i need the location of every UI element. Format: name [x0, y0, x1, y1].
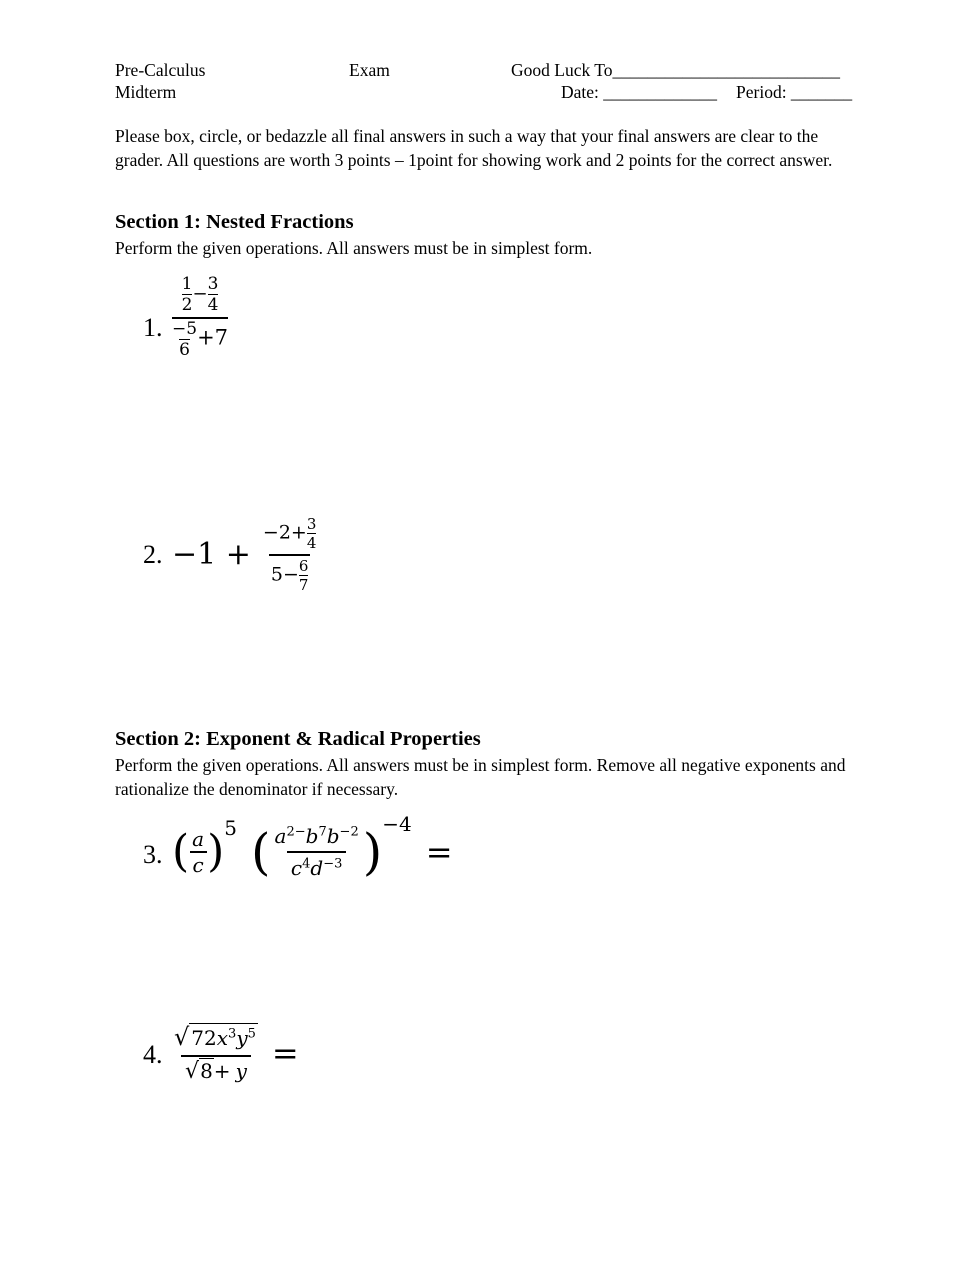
q4-fraction	[172, 1023, 260, 1084]
question-1-expression	[172, 274, 228, 360]
q3-exp-c: 4	[302, 856, 311, 872]
q3-var-d: d	[310, 856, 324, 880]
good-luck-line: Good Luck To__________________________	[511, 60, 840, 80]
exam-label: Exam	[349, 60, 390, 80]
question-2-expression	[172, 508, 318, 600]
q1-bot-a-den: 6	[179, 340, 190, 360]
q3-exp-b1: 7	[318, 824, 327, 840]
date-line: Date: _____________	[561, 82, 718, 102]
question-2-number: 2.	[143, 540, 163, 569]
question-3-expression	[172, 812, 453, 892]
q1-top-a-den: 2	[181, 295, 193, 315]
q3-f2-numerator	[271, 824, 363, 851]
q1-top-b-num: 3	[207, 274, 219, 294]
section-1-subtitle: Perform the given operations. All answers must be in simplest form.	[115, 238, 593, 258]
q4-denominator	[181, 1055, 251, 1084]
q1-top-op: −	[192, 283, 208, 305]
q3-left-paren-1: (	[172, 826, 190, 877]
q3-right-paren-1: )	[207, 826, 225, 877]
section-2-subtitle: Perform the given operations. All answers must be in simplest form. Remove all negative exponents and rationalize the denominator if necessary.	[115, 755, 846, 799]
q4-den-op: +	[213, 1058, 231, 1083]
q4-den-radicand: 8	[200, 1058, 213, 1083]
q3-f2-exp: −4	[382, 812, 412, 836]
q2-lead: −1 +	[172, 536, 251, 572]
q1-denominator	[172, 317, 228, 360]
section-2-title: Section 2: Exponent & Radical Properties	[115, 728, 481, 750]
q1-top-a-num: 1	[181, 274, 193, 294]
q3-var-b1: b	[305, 824, 319, 848]
question-3-number: 3.	[143, 840, 163, 869]
question-1-number: 1.	[143, 313, 163, 342]
q2-den-frac-den: 7	[298, 575, 309, 594]
section-1-title: Section 1: Nested Fractions	[115, 211, 354, 233]
q2-den-lead: 5−	[270, 563, 299, 585]
q2-num-frac-num: 3	[306, 514, 317, 533]
q2-den-frac-num: 6	[298, 556, 309, 575]
q2-denominator	[269, 554, 311, 594]
q3-f2-denominator	[287, 851, 346, 880]
q3-f1-exp: 5	[224, 816, 238, 840]
period-line: Period: _______	[736, 82, 853, 102]
q4-var-y: y	[236, 1025, 248, 1050]
course-name: Pre-Calculus	[115, 60, 206, 80]
q1-main-fraction	[172, 274, 228, 360]
q4-exp-x: 3	[228, 1025, 237, 1041]
q4-den-var: y	[235, 1058, 247, 1083]
q2-num-frac-den: 4	[306, 533, 317, 552]
q4-den-radical-icon: √	[185, 1058, 200, 1084]
q3-left-paren-2: (	[251, 823, 271, 881]
q3-exp-b2: −2	[339, 824, 359, 840]
q1-bot-a-num: −5	[172, 319, 198, 339]
q3-fraction-1	[189, 827, 207, 877]
q3-f1-num: a	[192, 827, 205, 851]
instructions: Please box, circle, or bedazzle all final answers in such a way that your final answers are clear to the grader. All questions are worth 3 points – 1point for showing work and 2 points for the correct answer.	[115, 126, 833, 170]
q3-fraction-2	[271, 824, 363, 880]
q1-numerator	[180, 274, 221, 317]
q2-numerator	[261, 515, 318, 554]
q3-f1-den: c	[190, 851, 207, 877]
q2-num-lead: −2+	[262, 521, 307, 543]
q4-equals: =	[271, 1034, 299, 1072]
exam-type: Midterm	[115, 82, 177, 102]
q4-var-x: x	[216, 1025, 229, 1050]
q4-coef: 72	[191, 1025, 217, 1050]
q4-num-radicand	[189, 1023, 258, 1050]
q3-exp-a: 2−	[286, 824, 306, 840]
q3-right-paren-2: )	[362, 823, 383, 881]
q3-var-a: a	[274, 824, 287, 848]
q3-equals: =	[425, 833, 453, 871]
q4-num-radical-icon: √	[174, 1022, 190, 1051]
q1-bot-rest: +7	[197, 325, 229, 350]
question-4-number: 4.	[143, 1040, 163, 1069]
q3-var-b2: b	[326, 824, 340, 848]
q2-main-fraction	[261, 515, 318, 594]
question-4-expression	[172, 1010, 299, 1096]
q3-var-c: c	[290, 856, 303, 880]
q1-top-b-den: 4	[207, 295, 219, 315]
q3-exp-d: −3	[323, 856, 343, 872]
q4-numerator	[172, 1023, 260, 1055]
q4-exp-y: 5	[247, 1025, 256, 1041]
